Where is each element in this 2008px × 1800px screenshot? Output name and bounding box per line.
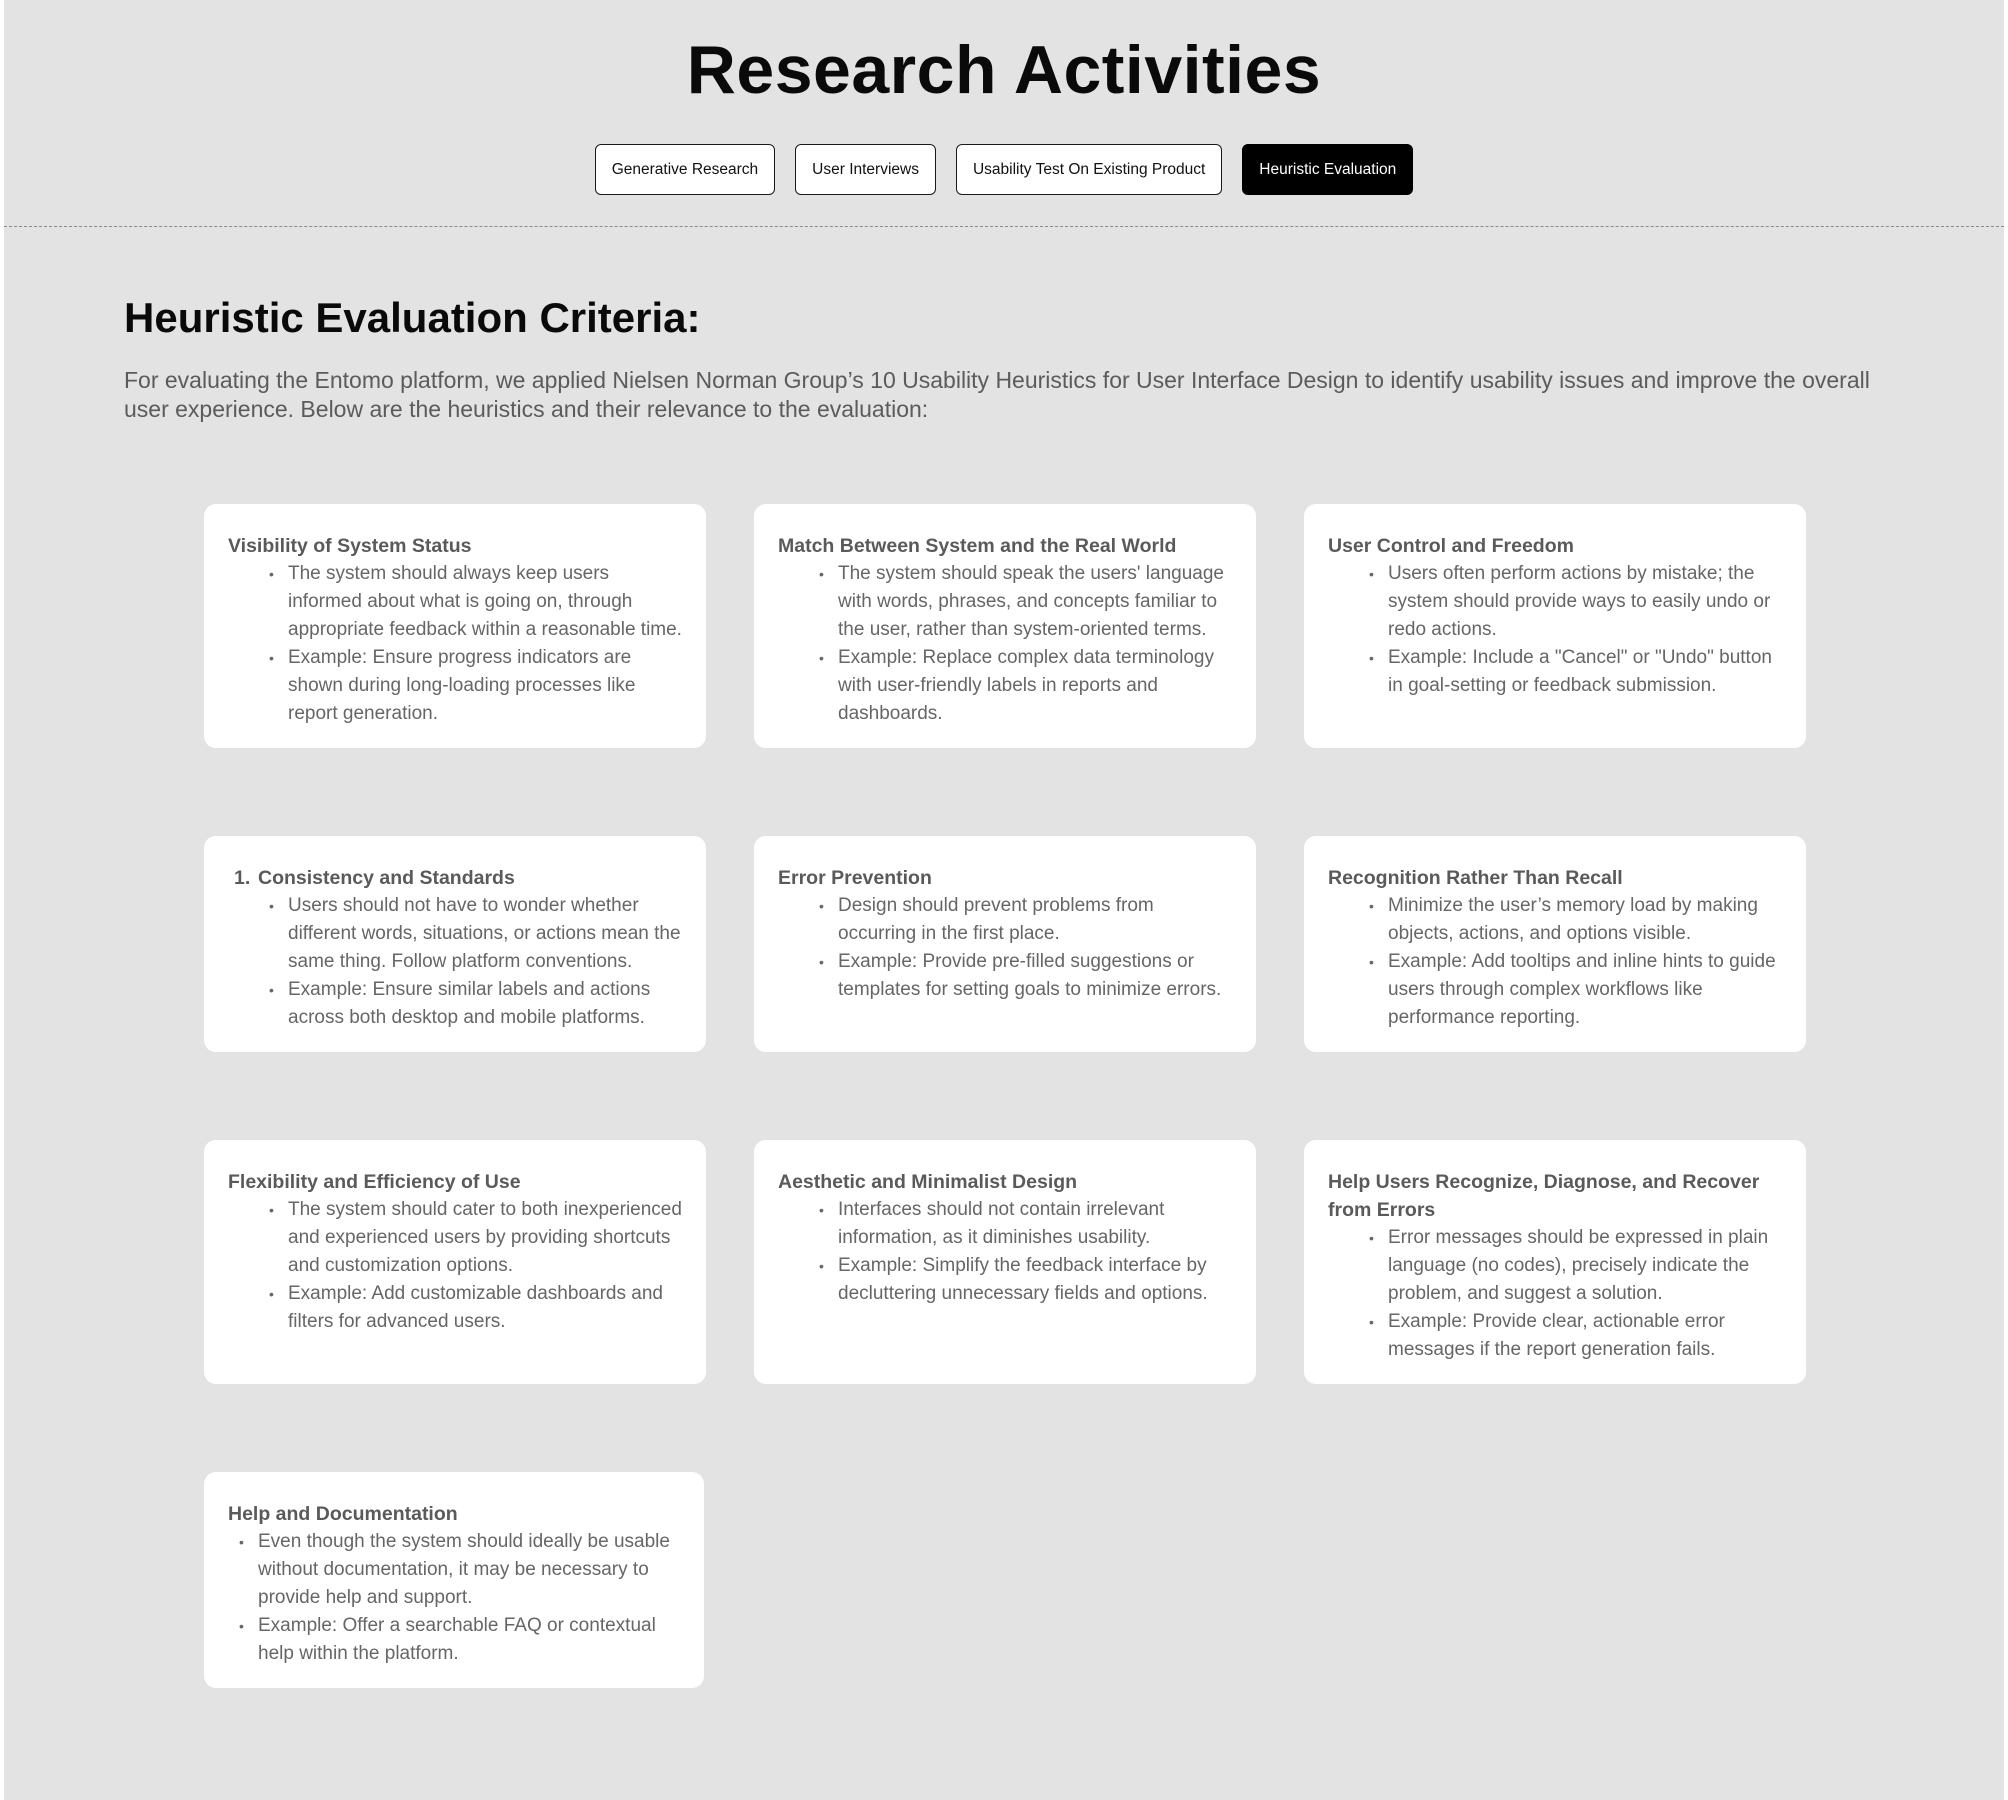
heuristic-title: Flexibility and Efficiency of Use [228,1171,521,1193]
list-item: • Design should prevent problems from occurring in the first place. [778,892,1232,948]
list-item: • Example: Ensure similar labels and actions across both desktop and mobile platforms. [228,976,682,1032]
dashed-divider [4,226,2004,227]
bullet-icon: • [1369,954,1374,970]
bullet-icon: • [269,898,274,914]
heuristic-card-user-control [1304,504,1806,748]
bullet-icon: • [819,650,824,666]
list-item: • The system should cater to both inexperienced and experienced users by providing shortcuts and customization options. [228,1196,682,1280]
bullet-icon: • [239,1618,244,1634]
list-item: • Example: Provide pre-filled suggestions or templates for setting goals to minimize errors. [778,948,1232,1004]
bullet-icon: • [1369,566,1374,582]
section-title: Heuristic Evaluation Criteria: [124,294,701,341]
heuristic-points [228,560,682,728]
heuristic-card-recover-errors [1304,1140,1806,1384]
heuristic-title: Match Between System and the Real World [778,535,1177,557]
tab-generative-research[interactable]: Generative Research [595,144,775,195]
page [4,0,2004,1800]
bullet-icon: • [1369,1314,1374,1330]
heuristic-card-error-prevention [754,836,1256,1052]
heuristic-title: Help and Documentation [228,1503,458,1525]
research-tabs [4,144,2004,195]
tab-user-interviews[interactable]: User Interviews [795,144,936,195]
list-item: • Example: Offer a searchable FAQ or contextual help within the platform. [228,1612,680,1668]
heuristic-points [228,1528,680,1668]
list-item: • Example: Simplify the feedback interface by decluttering unnecessary fields and options. [778,1252,1232,1308]
heuristic-card-consistency [204,836,706,1052]
bullet-icon: • [819,1202,824,1218]
heuristic-points [1328,1224,1782,1364]
heuristic-points [1328,892,1782,1032]
heuristic-card-visibility [204,504,706,748]
bullet-icon: • [1369,898,1374,914]
heuristic-points [228,892,682,1032]
heuristic-points [228,1196,682,1336]
list-item: • Users should not have to wonder whether different words, situations, or actions mean the same thing. Follow platform conventions. [228,892,682,976]
section-intro: For evaluating the Entomo platform, we applied Nielsen Norman Group’s 10 Usability Heuristics for User Interface Design to identify usability issues and improve the overall user experience. Below are the heuristics and their relevance to the evaluation: [124,367,1870,422]
list-item: • Even though the system should ideally be usable without documentation, it may be necessary to provide help and support. [228,1528,680,1612]
heuristic-card-help-documentation [204,1472,704,1688]
heuristic-title: User Control and Freedom [1328,535,1574,557]
bullet-icon: • [819,954,824,970]
list-item: • Example: Add customizable dashboards and filters for advanced users. [228,1280,682,1336]
list-item: • The system should speak the users' language with words, phrases, and concepts familiar to the user, rather than system-oriented terms. [778,560,1232,644]
heuristic-title: 1. Consistency and Standards [228,864,682,892]
bullet-icon: • [269,1202,274,1218]
list-item: • The system should always keep users informed about what is going on, through appropriate feedback within a reasonable time. [228,560,682,644]
bullet-icon: • [819,898,824,914]
list-item: • Example: Include a "Cancel" or "Undo" button in goal-setting or feedback submission. [1328,644,1782,700]
bullet-icon: • [819,1258,824,1274]
heuristic-card-recognition [1304,836,1806,1052]
heuristic-title: Recognition Rather Than Recall [1328,867,1623,889]
bullet-icon: • [269,650,274,666]
bullet-icon: • [1369,1230,1374,1246]
heuristic-card-flexibility [204,1140,706,1384]
list-item: • Example: Ensure progress indicators are shown during long-loading processes like report generation. [228,644,682,728]
bullet-icon: • [269,566,274,582]
bullet-icon: • [269,982,274,998]
bullet-icon: • [819,566,824,582]
list-number: 1. [234,867,251,889]
heuristic-title: Aesthetic and Minimalist Design [778,1171,1078,1193]
heuristic-points [778,892,1232,1004]
heuristic-title: Error Prevention [778,867,932,889]
list-item: • Users often perform actions by mistake; the system should provide ways to easily undo or redo actions. [1328,560,1782,644]
heuristic-points [1328,560,1782,700]
list-item: • Example: Add tooltips and inline hints to guide users through complex workflows like performance reporting. [1328,948,1782,1032]
page-title: Research Activities [686,32,1322,108]
heuristic-card-aesthetic [754,1140,1256,1384]
bullet-icon: • [269,1286,274,1302]
heuristic-points [778,560,1232,728]
list-item: • Interfaces should not contain irrelevant information, as it diminishes usability. [778,1196,1232,1252]
heuristic-card-match-real-world [754,504,1256,748]
list-item: • Example: Replace complex data terminology with user-friendly labels in reports and dashboards. [778,644,1232,728]
heuristic-title: Visibility of System Status [228,535,472,557]
list-item: • Minimize the user’s memory load by making objects, actions, and options visible. [1328,892,1782,948]
heuristic-title: Help Users Recognize, Diagnose, and Recover from Errors [1328,1171,1760,1221]
bullet-icon: • [1369,650,1374,666]
bullet-icon: • [239,1534,244,1550]
heuristic-points [778,1196,1232,1308]
list-item: • Error messages should be expressed in plain language (no codes), precisely indicate the problem, and suggest a solution. [1328,1224,1782,1308]
tab-usability-test[interactable]: Usability Test On Existing Product [956,144,1222,195]
list-item: • Example: Provide clear, actionable error messages if the report generation fails. [1328,1308,1782,1364]
tab-heuristic-evaluation[interactable]: Heuristic Evaluation [1242,144,1413,195]
